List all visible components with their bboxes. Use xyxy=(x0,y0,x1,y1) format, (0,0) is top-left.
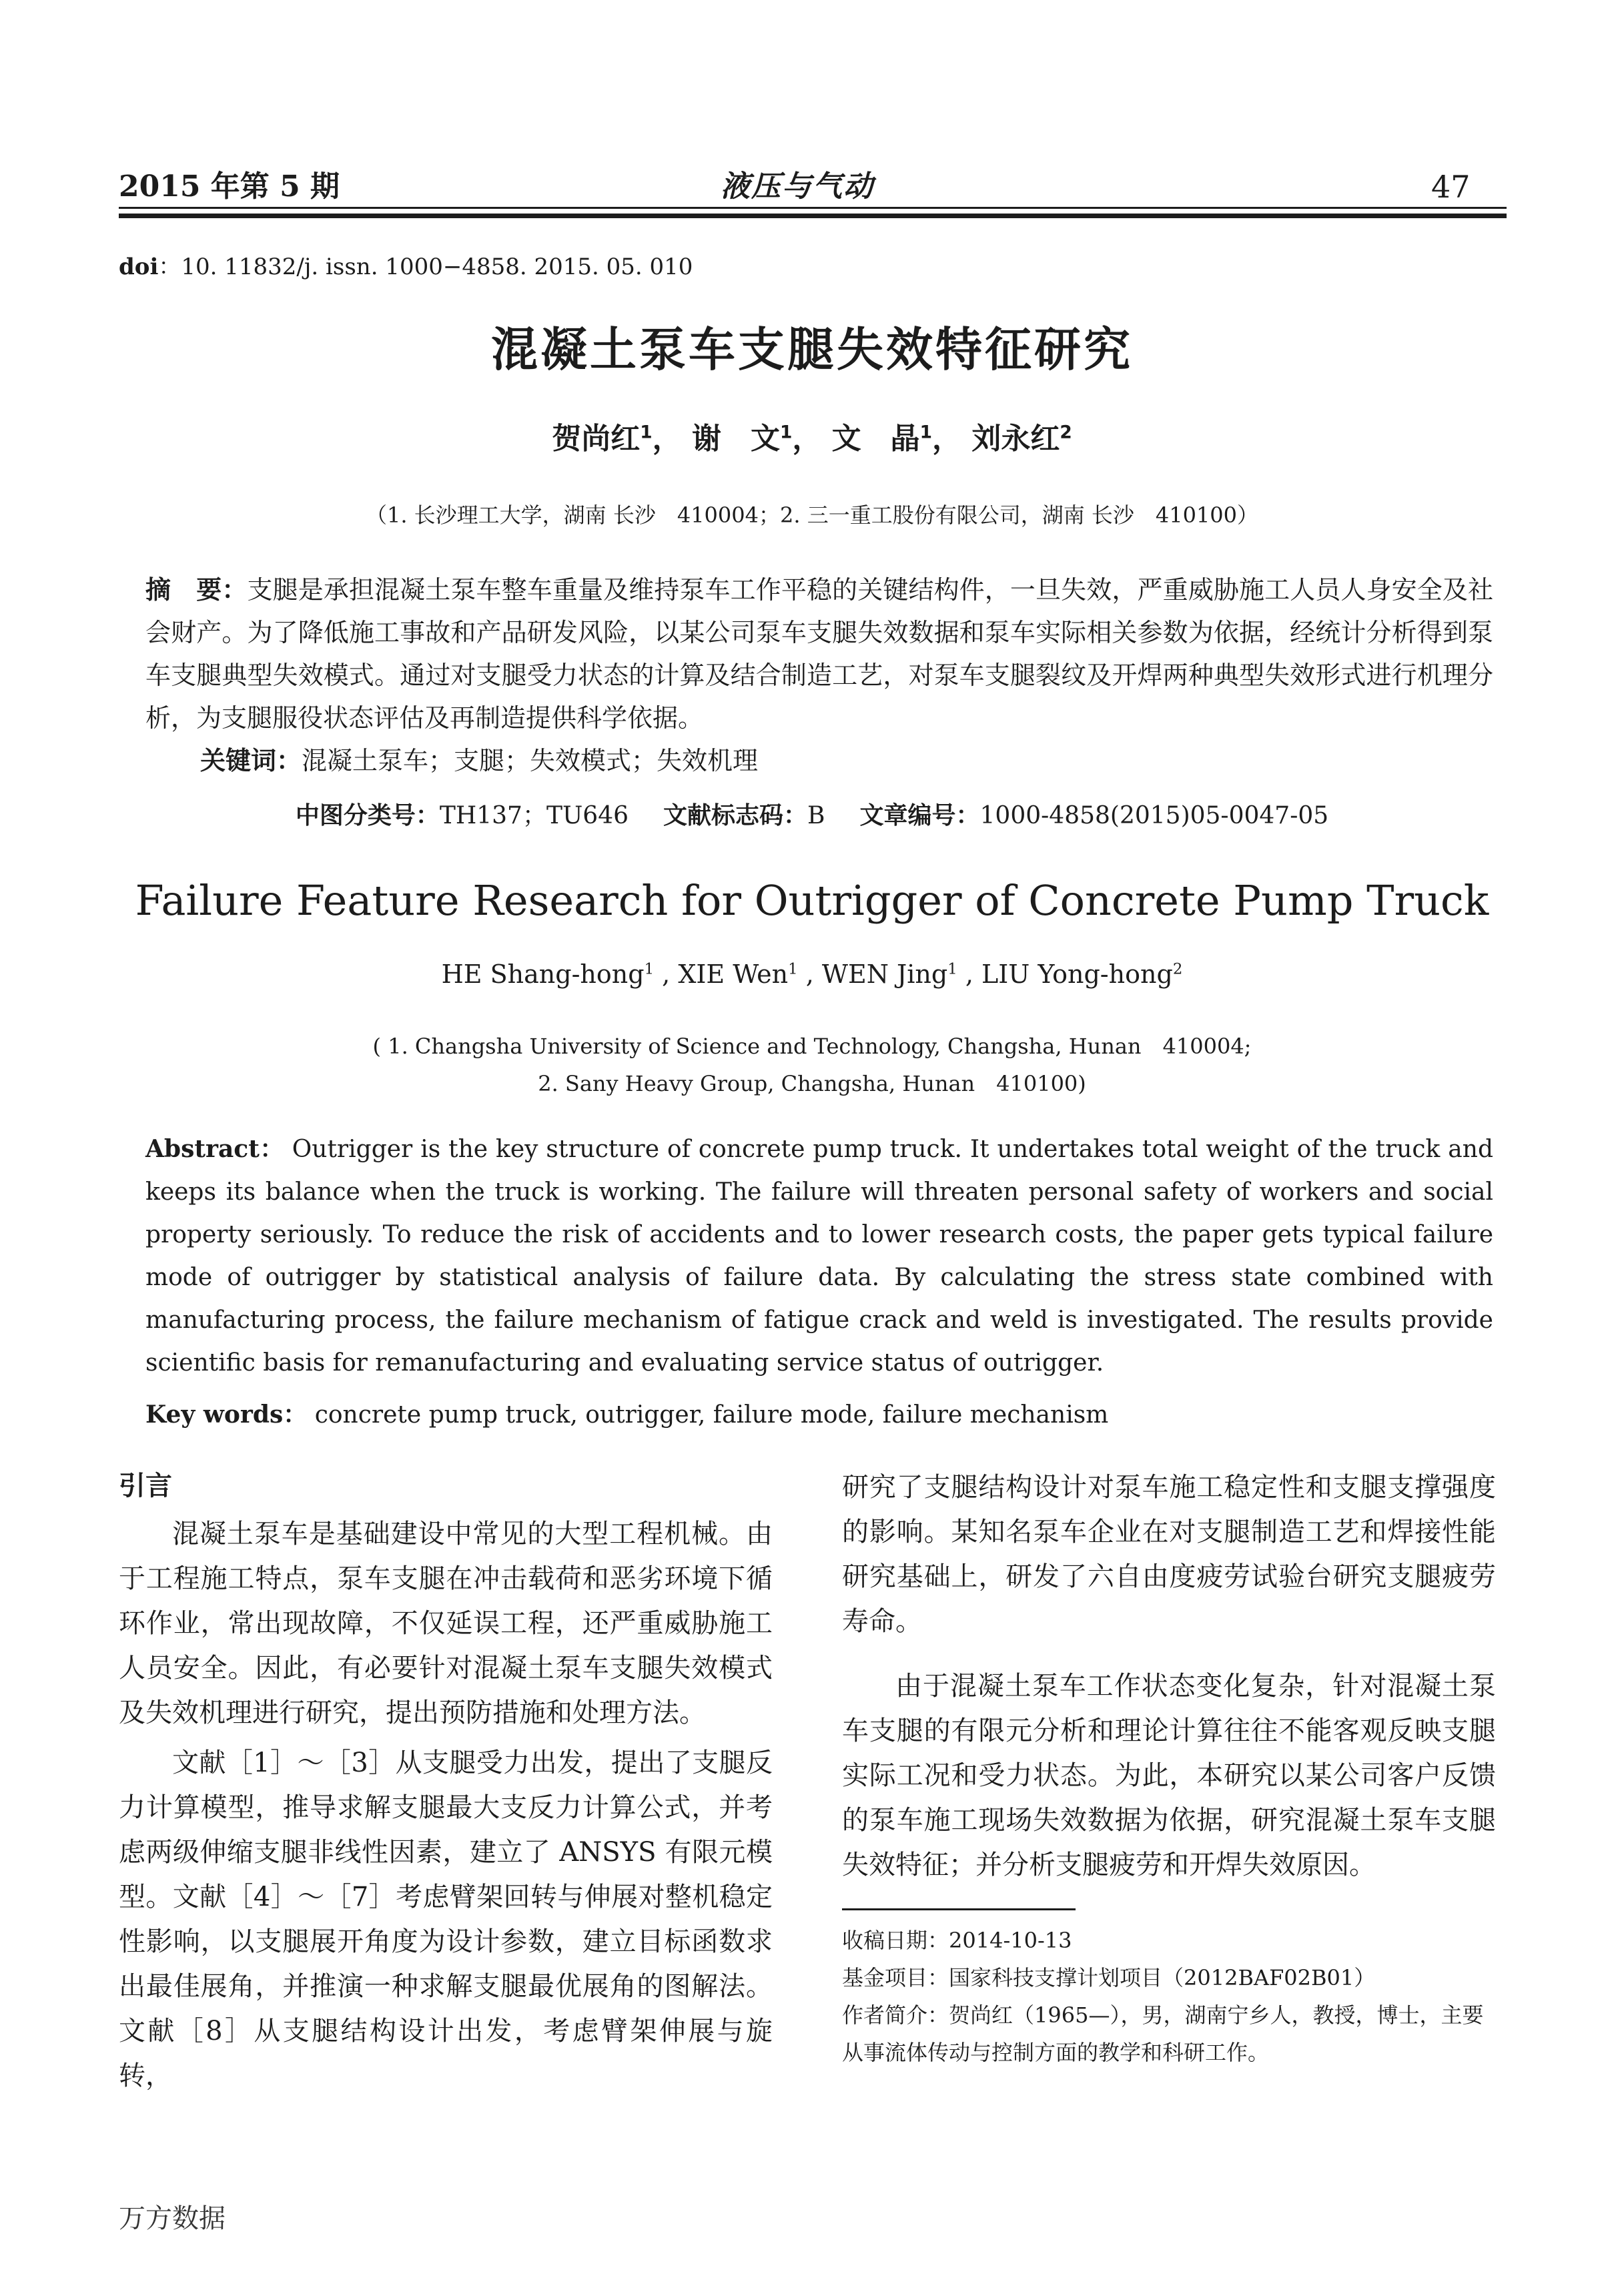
keywords-en-text: concrete pump truck, outrigger, failure mode, failure mechanism xyxy=(314,1401,1109,1429)
affiliation-en xyxy=(0,1028,1624,1102)
author-affil-sup: 1 xyxy=(947,960,957,978)
author-list-en xyxy=(0,957,1624,992)
author-affil-sup: 1 xyxy=(644,960,655,978)
author-cn: 刘永红 xyxy=(971,422,1060,456)
affiliation-cn: （1. 长沙理工大学，湖南 长沙 410004；2. 三一重工股份有限公司，湖南 长沙 410100） xyxy=(365,502,1259,528)
author-separator: , xyxy=(797,960,822,989)
doi-label: doi xyxy=(119,254,159,280)
author-cn: 贺尚红 xyxy=(552,422,641,456)
body-column-left xyxy=(119,1465,773,2099)
keywords-cn xyxy=(200,741,1468,781)
running-header-issue: 2015 年第 5 期 xyxy=(119,169,340,204)
author-separator: ， xyxy=(652,422,682,456)
paper-title-en: Failure Feature Research for Outrigger of Concrete Pump Truck xyxy=(135,876,1489,925)
body-paragraph: 研究了支腿结构设计对泵车施工稳定性和支腿支撑强度的影响。某知名泵车企业在对支腿制造工艺和焊接性能研究基础上，研发了六自由度疲劳试验台研究支腿疲劳寿命。 xyxy=(842,1472,1496,1637)
abstract-en xyxy=(145,1128,1493,1385)
clc-value: TH137；TU646 xyxy=(439,802,629,829)
doc-code-value: B xyxy=(807,802,825,829)
author-affil-sup: 2 xyxy=(1172,960,1183,978)
author-separator: ， xyxy=(792,422,822,456)
article-number-label: 文章编号： xyxy=(859,802,980,829)
header-rule-thick xyxy=(119,214,1507,218)
author-affil-sup: 1 xyxy=(640,422,653,443)
author-separator: , xyxy=(957,960,981,989)
keywords-en xyxy=(145,1395,1493,1435)
database-watermark: 万方数据 xyxy=(119,2203,226,2234)
clc-label: 中图分类号： xyxy=(295,802,440,829)
author-cn: 文 晶 xyxy=(831,422,920,456)
footnote-received: 收稿日期：2014-10-13 xyxy=(842,1928,1072,1953)
author-affil-sup: 2 xyxy=(1060,422,1072,443)
author-affil-sup: 1 xyxy=(779,422,793,443)
running-header-journal: 液压与气动 xyxy=(721,169,874,204)
header-rule-thin xyxy=(119,207,1507,209)
section-heading: 引言 xyxy=(119,1471,172,1501)
author-en: XIE Wen xyxy=(678,960,789,989)
abstract-cn xyxy=(145,569,1493,739)
classification-line xyxy=(0,798,1624,834)
author-list-cn xyxy=(0,420,1624,458)
keywords-en-label: Key words： xyxy=(145,1401,308,1429)
author-affil-sup: 1 xyxy=(919,422,933,443)
doi-line xyxy=(119,254,693,280)
page-number: 47 xyxy=(1431,169,1471,205)
keywords-cn-text: 混凝土泵车；支腿；失效模式；失效机理 xyxy=(302,746,759,775)
author-affil-sup: 1 xyxy=(788,960,798,978)
body-paragraph: 由于混凝土泵车工作状态变化复杂，针对混凝土泵车支腿的有限元分析和理论计算往往不能客观反映支腿实际工况和受力状态。为此，本研究以某公司客户反馈的泵车施工现场失效数据为依据，研究混凝土泵车支腿失效特征；并分析支腿疲劳和开焊失效原因。 xyxy=(842,1671,1496,1880)
affiliation-en-line-2: 2. Sany Heavy Group, Changsha, Hunan 410100) xyxy=(538,1071,1086,1096)
body-paragraph: 混凝土泵车是基础建设中常见的大型工程机械。由于工程施工特点，泵车支腿在冲击载荷和恶劣环境下循环作业，常出现故障，不仅延误工程，还严重威胁施工人员安全。因此，有必要针对混凝土泵车支腿失效模式及失效机理进行研究，提出预防措施和处理方法。 xyxy=(119,1519,773,1728)
doi-value: ：10. 11832/j. issn. 1000−4858. 2015. 05. 010 xyxy=(158,254,693,280)
author-separator: , xyxy=(654,960,679,989)
body-column-right xyxy=(842,1465,1496,1888)
affiliation-en-line-1: ( 1. Changsha University of Science and Technology, Changsha, Hunan 410004; xyxy=(372,1034,1252,1059)
keywords-cn-label: 关键词： xyxy=(200,746,302,775)
author-en: LIU Yong-hong xyxy=(981,960,1173,989)
author-en: WEN Jing xyxy=(821,960,948,989)
article-number-value: 1000-4858(2015)05-0047-05 xyxy=(979,802,1329,829)
body-paragraph: 文献［1］～［3］从支腿受力出发，提出了支腿反力计算模型，推导求解支腿最大支反力计算公式，并考虑两级伸缩支腿非线性因素，建立了 ANSYS 有限元模型。文献［4］～［7］考虑臂架回转与伸展对整机稳定性影响，以支腿展开角度为设计参数，建立目标函数求出最佳展角，并推演一种求解支腿最优展角的图解法。文献［8］从支腿结构设计出发，考虑臂架伸展与旋转， xyxy=(119,1748,773,2091)
abstract-en-text: Outrigger is the key structure of concrete pump truck. It undertakes total weight of the truck and keeps its balance when the truck is working. The failure will threaten personal safety of workers and social property seriously. To reduce the risk of accidents and to lower research costs, the paper gets typical failure mode of outrigger by statistical analysis of failure data. By calculating the stress state combined with manufacturing process, the failure mechanism of fatigue crack and weld is investigated. The results provide scientific basis for remanufacturing and evaluating service status of outrigger. xyxy=(145,1136,1493,1377)
abstract-en-label: Abstract： xyxy=(145,1135,284,1163)
footnote-divider xyxy=(842,1908,1076,1910)
author-separator: ， xyxy=(932,422,962,456)
abstract-cn-label: 摘 要： xyxy=(145,575,248,605)
abstract-cn-text: 支腿是承担混凝土泵车整车重量及维持泵车工作平稳的关键结构件，一旦失效，严重威胁施工人员人身安全及社会财产。为了降低施工事故和产品研发风险，以某公司泵车支腿失效数据和泵车实际相关参数为依据，经统计分析得到泵车支腿典型失效模式。通过对支腿受力状态的计算及结合制造工艺，对泵车支腿裂纹及开焊两种典型失效形式进行机理分析，为支腿服役状态评估及再制造提供科学依据。 xyxy=(145,575,1493,733)
footnotes xyxy=(842,1922,1503,2071)
author-en: HE Shang-hong xyxy=(441,960,645,989)
author-cn: 谢 文 xyxy=(691,422,780,456)
doc-code-label: 文献标志码： xyxy=(663,802,808,829)
paper-title-cn: 混凝土泵车支腿失效特征研究 xyxy=(491,322,1133,377)
footnote-fund: 基金项目：国家科技支撑计划项目（2012BAF02B01） xyxy=(842,1965,1376,1990)
footnote-author: 作者简介：贺尚红（1965—），男，湖南宁乡人，教授，博士，主要从事流体传动与控制方面的教学和科研工作。 xyxy=(842,2002,1484,2065)
